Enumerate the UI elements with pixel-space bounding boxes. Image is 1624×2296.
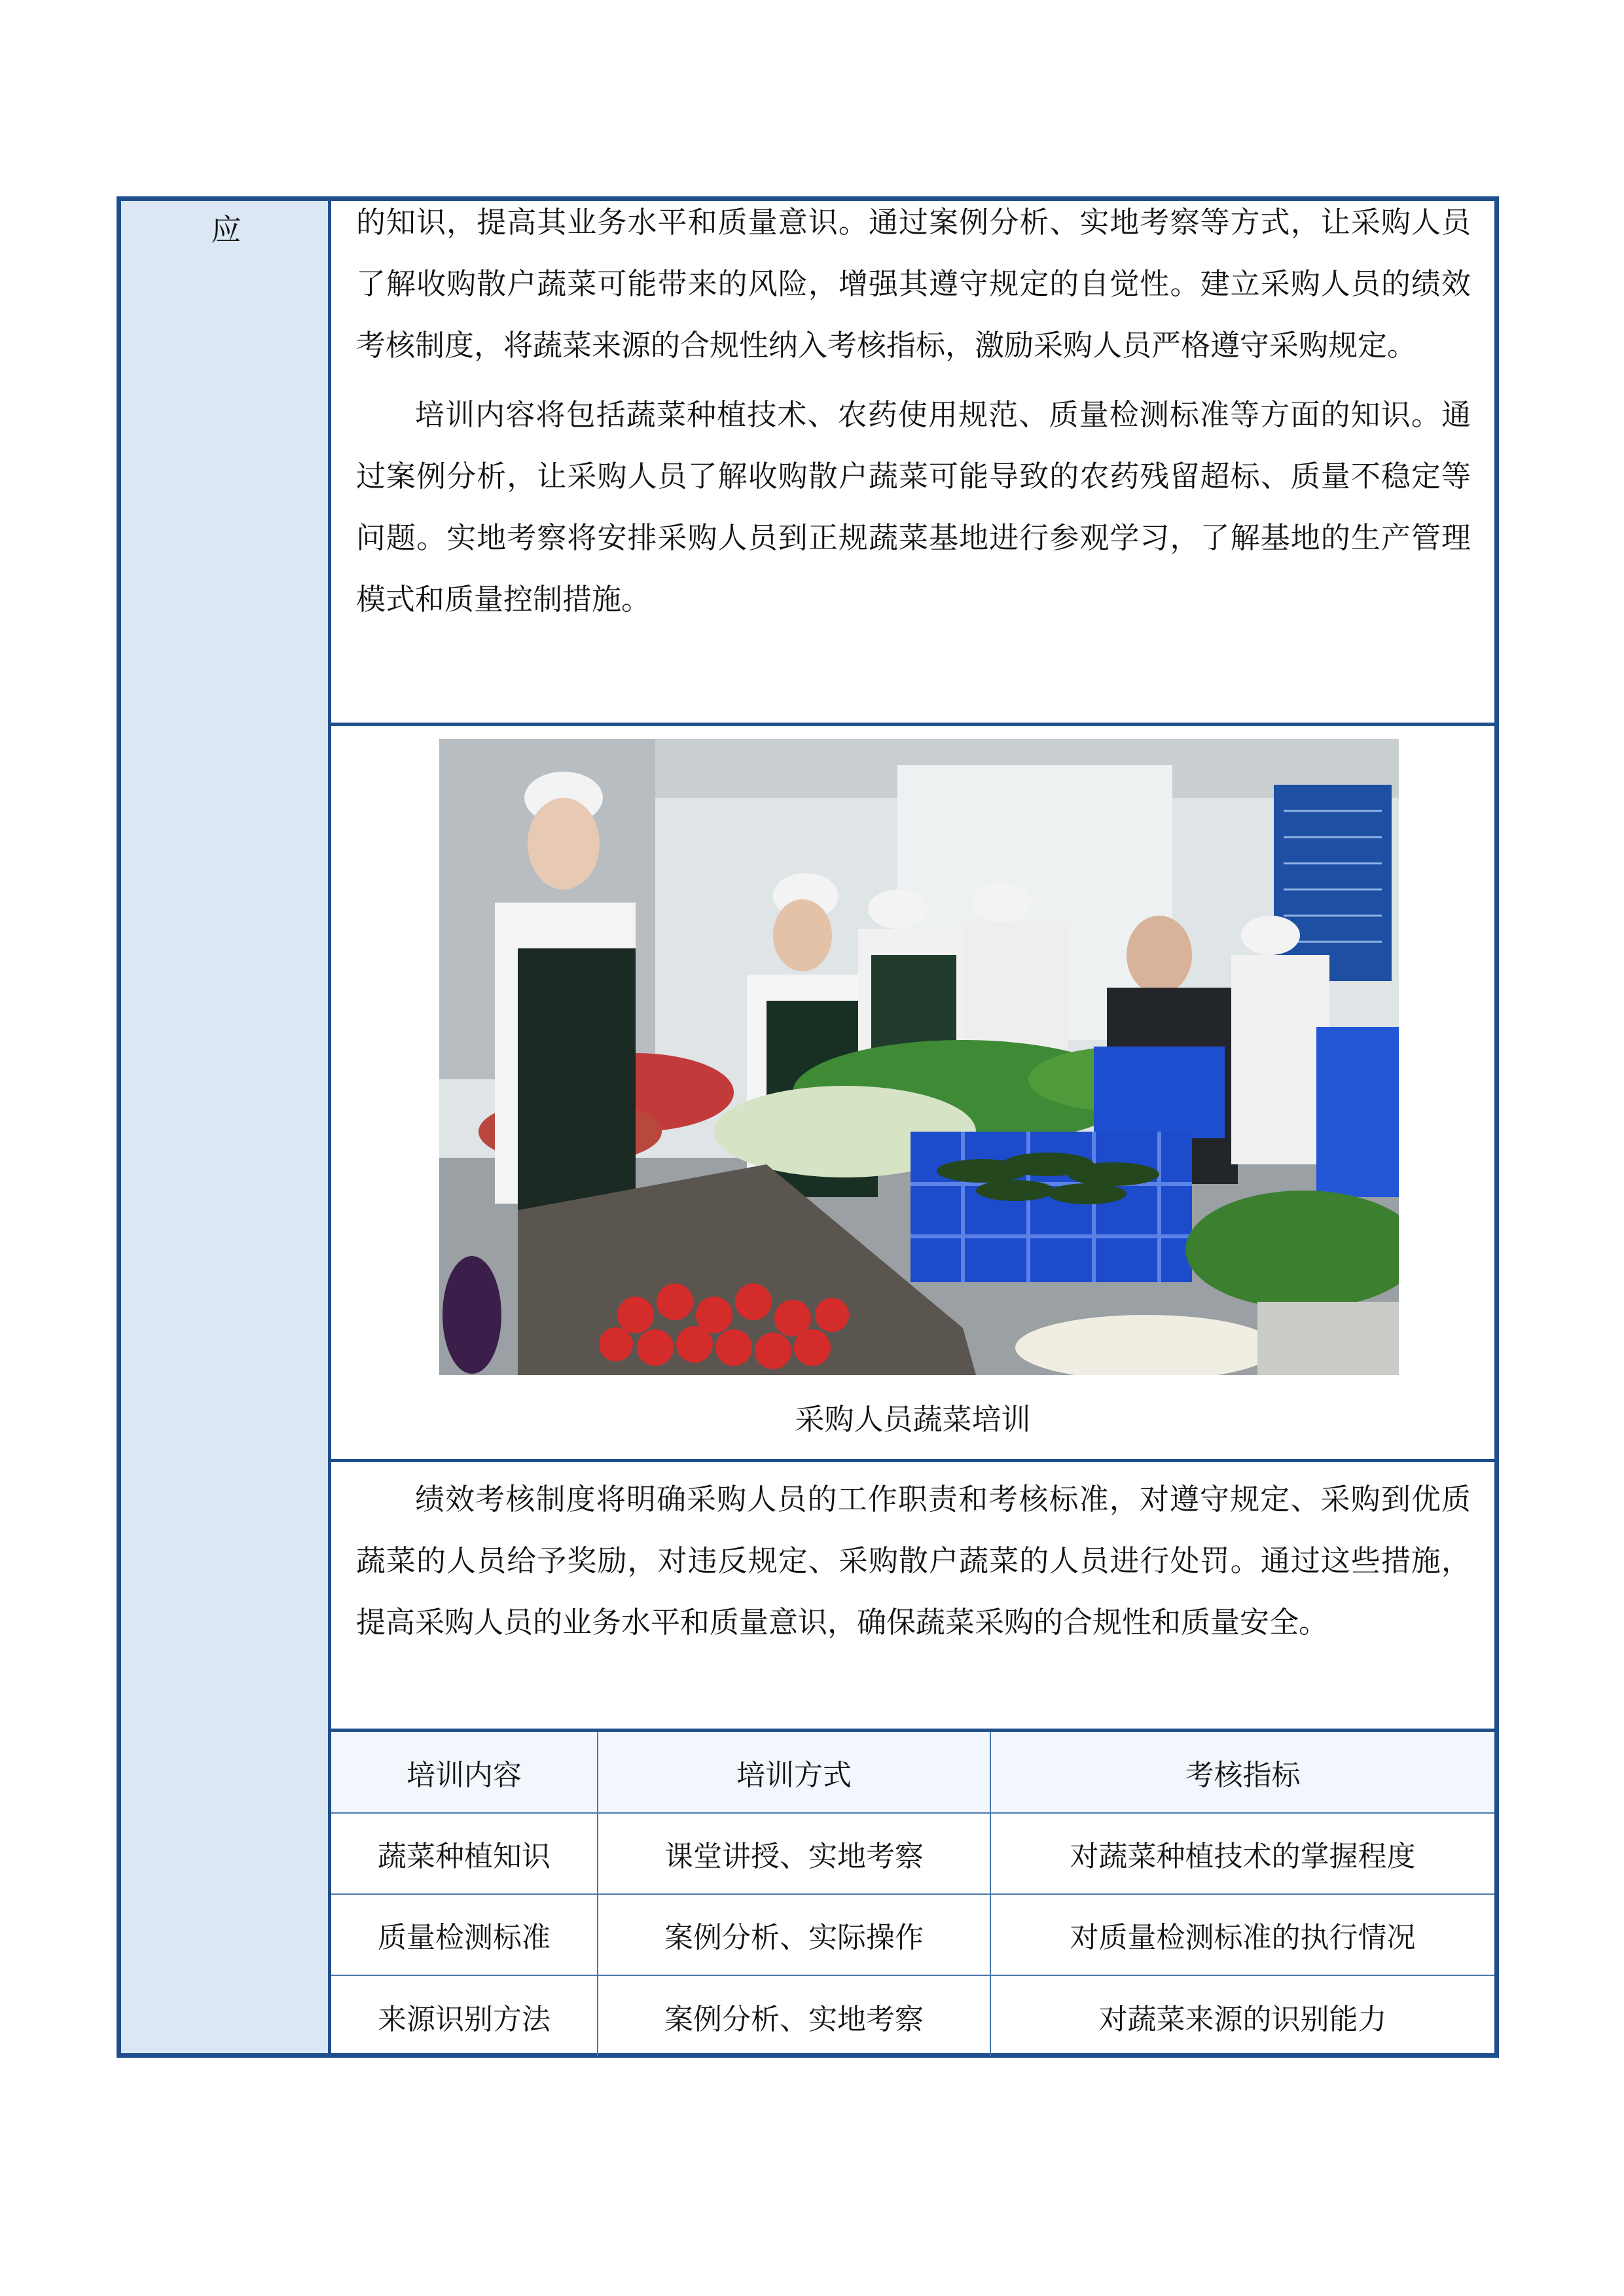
figure-section xyxy=(331,726,1494,1462)
paragraph-training-content: 培训内容将包括蔬菜种植技术、农药使用规范、质量检测标准等方面的知识。通过案例分析，让采购人员了解收购散户蔬菜可能导致的农药残留超标、质量不稳定等问题。实地考察将安排采购人员到正规蔬菜基地进行参观学习，了解基地的生产管理模式和质量控制措施。 xyxy=(356,397,1471,617)
table-cell: 质量检测标准 xyxy=(331,1894,598,1975)
paragraph-assessment: 绩效考核制度将明确采购人员的工作职责和考核标准，对遵守规定、采购到优质蔬菜的人员给予奖励，对违反规定、采购散户蔬菜的人员进行处罚。通过这些措施，提高采购人员的业务水平和质量意识，确保蔬菜采购的合规性和质量安全。 xyxy=(356,1482,1471,1640)
table-header-cell: 培训内容 xyxy=(331,1732,598,1813)
table-cell: 案例分析、实地考察 xyxy=(598,1975,990,2056)
table-cell: 案例分析、实际操作 xyxy=(598,1894,990,1975)
table-row xyxy=(331,1975,1494,2056)
table-header-cell: 培训方式 xyxy=(598,1732,990,1813)
training-table xyxy=(331,1732,1494,2056)
figure-caption: 采购人员蔬菜培训 xyxy=(795,1402,1031,1437)
paragraph-training-intro: 的知识，提高其业务水平和质量意识。通过案例分析、实地考察等方式，让采购人员了解收购散户蔬菜可能带来的风险，增强其遵守规定的自觉性。建立采购人员的绩效考核制度，将蔬菜来源的合规性纳入考核指标，激励采购人员严格遵守采购规定。 xyxy=(356,205,1471,363)
text-section-assessment xyxy=(331,1462,1494,1732)
table-cell: 对蔬菜种植技术的掌握程度 xyxy=(990,1813,1494,1894)
table-cell: 课堂讲授、实地考察 xyxy=(598,1813,990,1894)
right-content-column xyxy=(331,201,1494,2053)
left-category-label: 应 xyxy=(211,212,242,247)
table-header-row xyxy=(331,1732,1494,1813)
table-row xyxy=(331,1894,1494,1975)
content-table-frame xyxy=(117,196,1499,2058)
training-photo xyxy=(439,739,1399,1375)
text-section-training xyxy=(331,201,1494,726)
table-cell: 来源识别方法 xyxy=(331,1975,598,2056)
left-category-column xyxy=(121,201,331,2053)
training-table-section xyxy=(331,1732,1494,2053)
table-row xyxy=(331,1813,1494,1894)
table-cell: 蔬菜种植知识 xyxy=(331,1813,598,1894)
table-cell: 对质量检测标准的执行情况 xyxy=(990,1894,1494,1975)
table-cell: 对蔬菜来源的识别能力 xyxy=(990,1975,1494,2056)
table-header-cell: 考核指标 xyxy=(990,1732,1494,1813)
